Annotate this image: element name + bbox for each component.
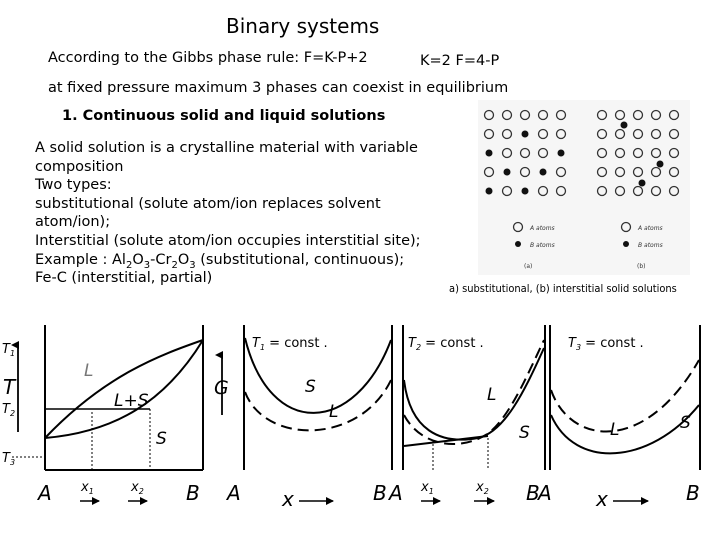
- x2-label: $x_2$: [131, 480, 144, 496]
- solid-region-label: S: [156, 429, 167, 449]
- component-a-label: A: [389, 481, 403, 505]
- body-line: atom/ion);: [35, 214, 111, 231]
- panel-title: $T_3$ = const .: [568, 336, 644, 352]
- liquid-curve-label: L: [329, 402, 339, 422]
- body-text: [35, 139, 455, 288]
- panel-b-label: (b): [637, 263, 646, 270]
- formula-part: O: [177, 251, 190, 268]
- component-b-label: B: [686, 481, 700, 505]
- b-atom-interstitial: [639, 180, 646, 187]
- b-atom: [558, 150, 565, 157]
- solid-curve-label: S: [305, 377, 316, 397]
- body-line: composition: [35, 158, 124, 175]
- x-axis-label: x: [596, 487, 608, 511]
- subscript: 3: [189, 259, 196, 271]
- legend-b-atom-icon: [515, 241, 521, 247]
- gibbs-curve-t1: [214, 325, 392, 511]
- panel-title: $T_1$ = const .: [252, 336, 328, 352]
- subscript: 3: [143, 259, 151, 271]
- gibbs-rule-text: According to the Gibbs phase rule: F=K-P+2: [48, 50, 368, 66]
- liquid-region-label: L: [84, 361, 94, 381]
- b-atom: [486, 188, 493, 195]
- component-a-label: A: [38, 481, 52, 505]
- figure-caption: a) substitutional, (b) interstitial solid solutions: [449, 282, 677, 295]
- example-suffix: (substitutional, continuous);: [195, 251, 405, 268]
- subscript: 2: [125, 259, 133, 271]
- subscript: 2: [171, 259, 178, 271]
- phase-diagram-figure: [0, 320, 720, 520]
- legend-b-atom-icon: [623, 241, 629, 247]
- body-line: A solid solution is a crystalline material with variable: [35, 140, 418, 156]
- solid-curve-label: S: [680, 413, 691, 433]
- body-line: Interstitial (solute atom/ion occupies interstitial site);: [35, 232, 421, 249]
- component-a-label: A: [227, 481, 241, 505]
- b-atom-interstitial: [657, 161, 664, 168]
- body-line: Fe-C (interstitial, partial): [35, 270, 213, 287]
- b-atom: [540, 169, 547, 176]
- tx-phase-diagram: [2, 325, 203, 505]
- liquid-curve-label: L: [610, 420, 620, 440]
- b-atom: [522, 131, 529, 138]
- body-line: Two types:: [35, 177, 112, 194]
- solid-solution-figure: [478, 100, 690, 275]
- component-b-label: B: [373, 481, 387, 505]
- t3-label: $T_3$: [2, 451, 16, 467]
- example-line: [35, 251, 455, 270]
- legend-a-label: A atoms: [530, 225, 555, 232]
- t2-label: $T_2$: [2, 402, 16, 418]
- gibbs-curve-t3: [536, 325, 700, 511]
- liquid-curve-label: L: [487, 385, 497, 405]
- b-atom: [522, 188, 529, 195]
- two-phase-region-label: L+S: [114, 391, 149, 411]
- g-axis-label: G: [214, 377, 229, 399]
- liquid-g-curve: [551, 360, 699, 432]
- x2-label: $x_2$: [476, 480, 489, 496]
- component-b-label: B: [526, 481, 540, 505]
- temperature-axis-label: T: [3, 375, 16, 399]
- solid-curve-label: S: [519, 423, 530, 443]
- panel-title: $T_2$ = const .: [408, 336, 484, 352]
- b-atom: [486, 150, 493, 157]
- fixed-pressure-text: at fixed pressure maximum 3 phases can coexist in equilibrium: [48, 80, 509, 96]
- x1-label: $x_1$: [81, 480, 94, 496]
- formula-part: -Cr: [150, 251, 172, 268]
- body-line: substitutional (solute atom/ion replaces solvent: [35, 195, 381, 212]
- slide-title: Binary systems: [226, 14, 380, 38]
- legend-b-label: B atoms: [638, 242, 663, 249]
- section-heading: 1. Continuous solid and liquid solutions: [62, 108, 386, 124]
- b-atom: [504, 169, 511, 176]
- solidus-curve: [45, 340, 203, 438]
- legend-b-label: B atoms: [530, 242, 555, 249]
- b-atom-interstitial: [621, 122, 628, 129]
- component-a-label: A: [538, 481, 552, 505]
- legend-a-label: A atoms: [638, 225, 663, 232]
- example-prefix: Example : Al: [35, 251, 126, 268]
- formula-part: O: [132, 251, 144, 268]
- x-axis-label: x: [282, 487, 294, 511]
- panel-a-label: (a): [524, 263, 533, 270]
- degrees-of-freedom-text: K=2 F=4-P: [420, 53, 500, 69]
- gibbs-curve-t2: [387, 325, 545, 505]
- component-b-label: B: [186, 481, 200, 505]
- x1-label: $x_1$: [421, 480, 434, 496]
- liquidus-curve: [45, 340, 203, 438]
- t1-label: $T_1$: [2, 342, 16, 358]
